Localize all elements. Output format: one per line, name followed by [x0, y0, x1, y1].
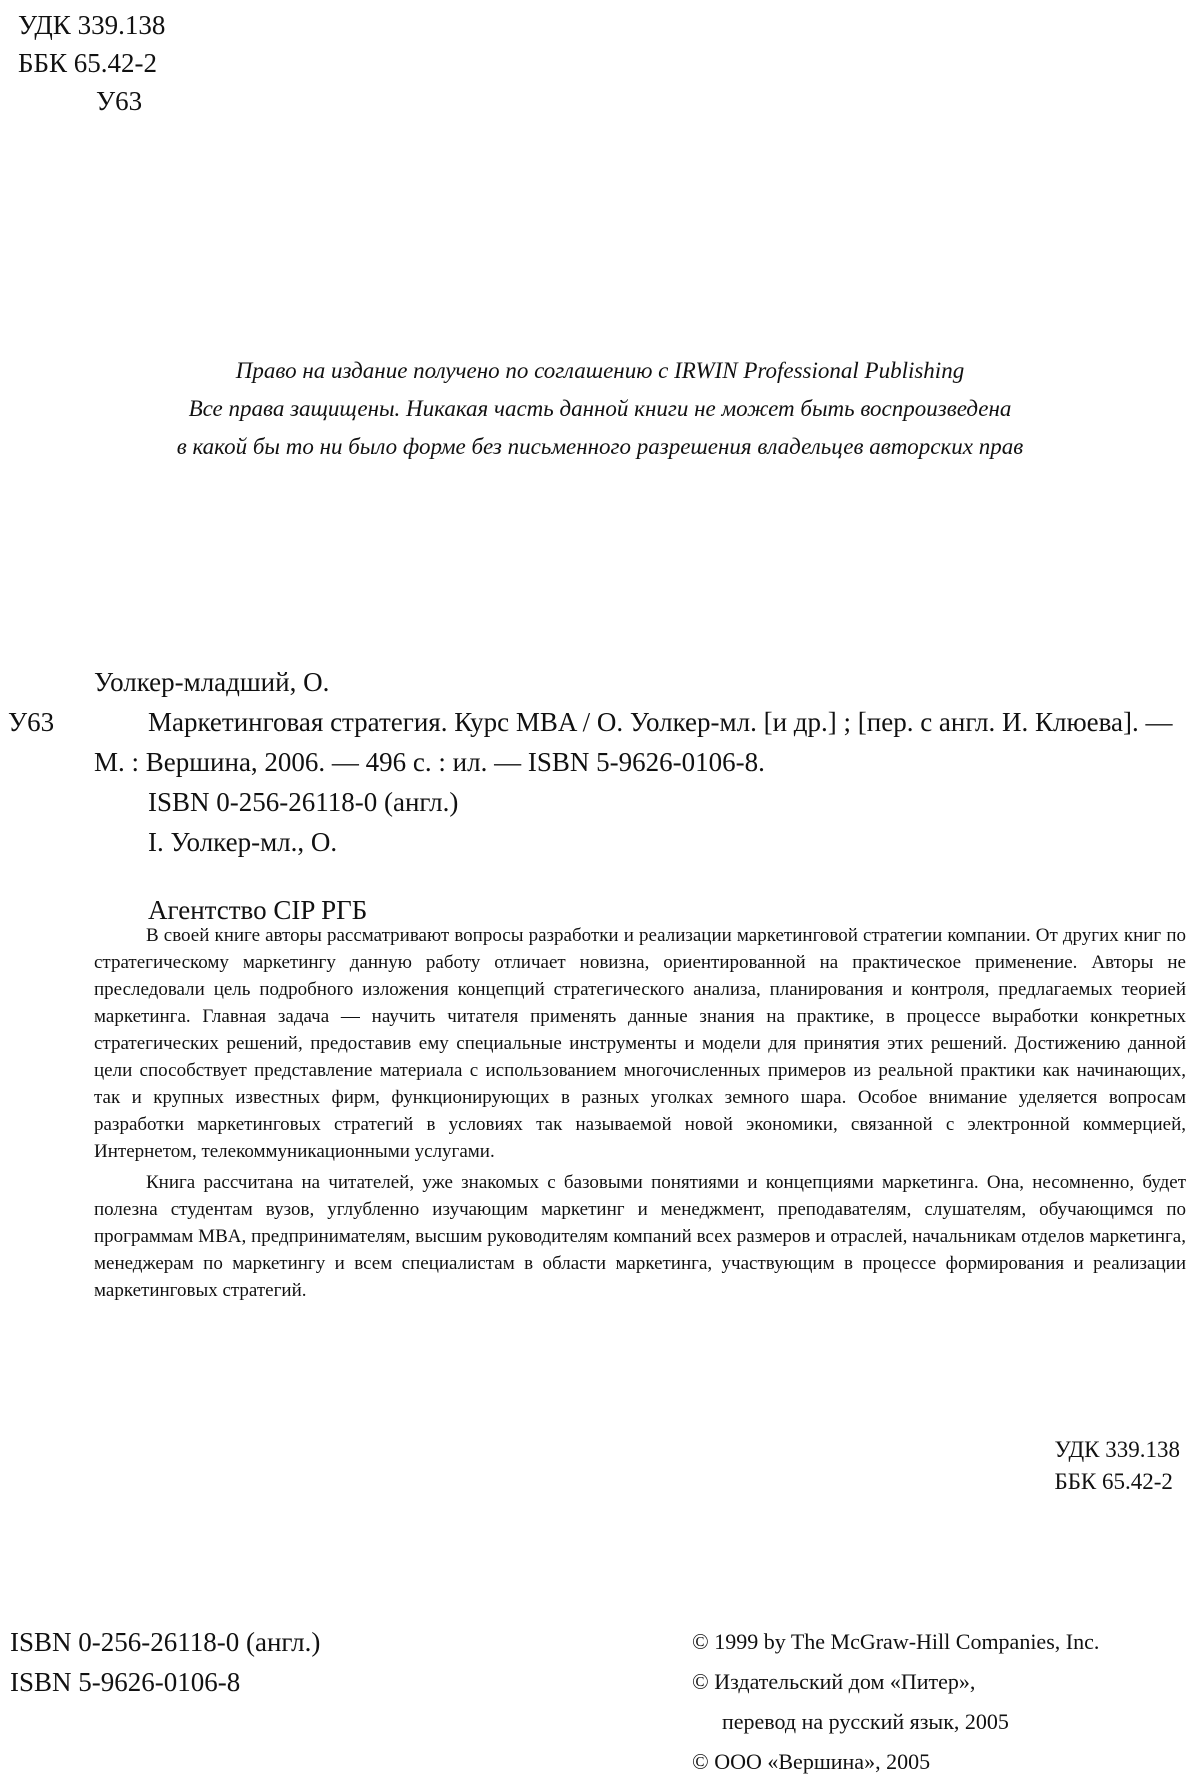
annotation — [94, 922, 1186, 1308]
copyright-piter-continued: перевод на русский язык, 2005 — [722, 1709, 1009, 1734]
rights-notice — [40, 352, 1160, 466]
isbn-original: ISBN 0-256-26118-0 (англ.) — [10, 1627, 321, 1657]
isbn-russian: ISBN 5-9626-0106-8 — [10, 1667, 241, 1697]
copyright-vershina: © ООО «Вершина», 2005 — [692, 1749, 931, 1774]
annotation-paragraph: В своей книге авторы рассматривают вопросы разработки и реализации маркетинговой стратегии компании. От других книг по стратегическому маркетингу данную работу отличает новизна, ориентированной на практическое применение. Авторы не преследовали цель подробного изложения концепций стратегического анализа, планирования и контроля, предлагаемых теорией маркетинга. Главная задача — научить читателя применять данные знания на практике, в процессе выработки конкретных стратегических решений, предоставив ему специальные инструменты и модели для принятия этих решений. Достижению данной цели способствует представление материала с использованием многочисленных примеров из реальной практики как начинающих, так и крупных известных фирм, функционирующих в разных уголках земного шара. Особое внимание уделяется вопросам разработки маркетинговых стратегий в условиях так называемой новой экономики, связанной с электронной коммерцией, Интернетом, телекоммуникационными услугами. — [94, 925, 1186, 1162]
classification-codes — [18, 6, 165, 120]
entry-heading: Уолкер-младший, О. — [94, 667, 330, 697]
annotation-paragraph: Книга рассчитана на читателей, уже знакомых с базовыми понятиями и концепциями маркетинга. Она, несомненно, будет полезна студентам вузов, углубленно изучающим маркетинг и менеджмент, преподавателям, слушателям, обучающимся по программам MBA, предпринимателям, высшим руководителям компаний всех размеров и отраслей, начальникам отделов маркетинга, менеджерам по маркетингу и всем специалистам в области маркетинга, участвующим в процессе формирования и реализации маркетинговых стратегий. — [94, 1172, 1186, 1301]
rights-line: Все права защищены. Никакая часть данной книги не может быть воспроизведена — [188, 396, 1012, 421]
entry-isbn-original: ISBN 0-256-26118-0 (англ.) — [148, 787, 459, 817]
isbn-list — [10, 1622, 320, 1702]
entry-author-sign: У63 — [8, 707, 55, 737]
copyright-notices — [692, 1622, 1099, 1782]
rights-line: в какой бы то ни было форме без письменного разрешения владельцев авторских прав — [176, 434, 1024, 459]
udk-code: УДК 339.138 — [18, 10, 166, 40]
rights-line: Право на издание получено по соглашению с IRWIN Professional Publishing — [235, 358, 965, 383]
entry-added-entry: I. Уолкер-мл., О. — [148, 827, 338, 857]
udk-code-bottom: УДК 339.138 — [1054, 1437, 1180, 1462]
classification-codes-bottom — [1055, 1434, 1181, 1498]
author-sign: У63 — [96, 86, 143, 116]
bbk-code: ББК 65.42-2 — [18, 48, 158, 78]
copyright-mcgraw: © 1999 by The McGraw-Hill Companies, Inc. — [692, 1629, 1100, 1654]
entry-agency: Агентство CIP РГБ — [148, 895, 368, 925]
copyright-piter: © Издательский дом «Питер», — [692, 1669, 976, 1694]
bbk-code-bottom: ББК 65.42-2 — [1054, 1469, 1173, 1494]
entry-description: Маркетинговая стратегия. Курс MBA / О. Уолкер-мл. [и др.] ; [пер. с англ. И. Клюева]. — М. : Вершина, 2006. — 496 с. : ил. — ISBN 5-9626-0106-8. — [94, 707, 1173, 777]
entry-body — [94, 702, 1184, 930]
